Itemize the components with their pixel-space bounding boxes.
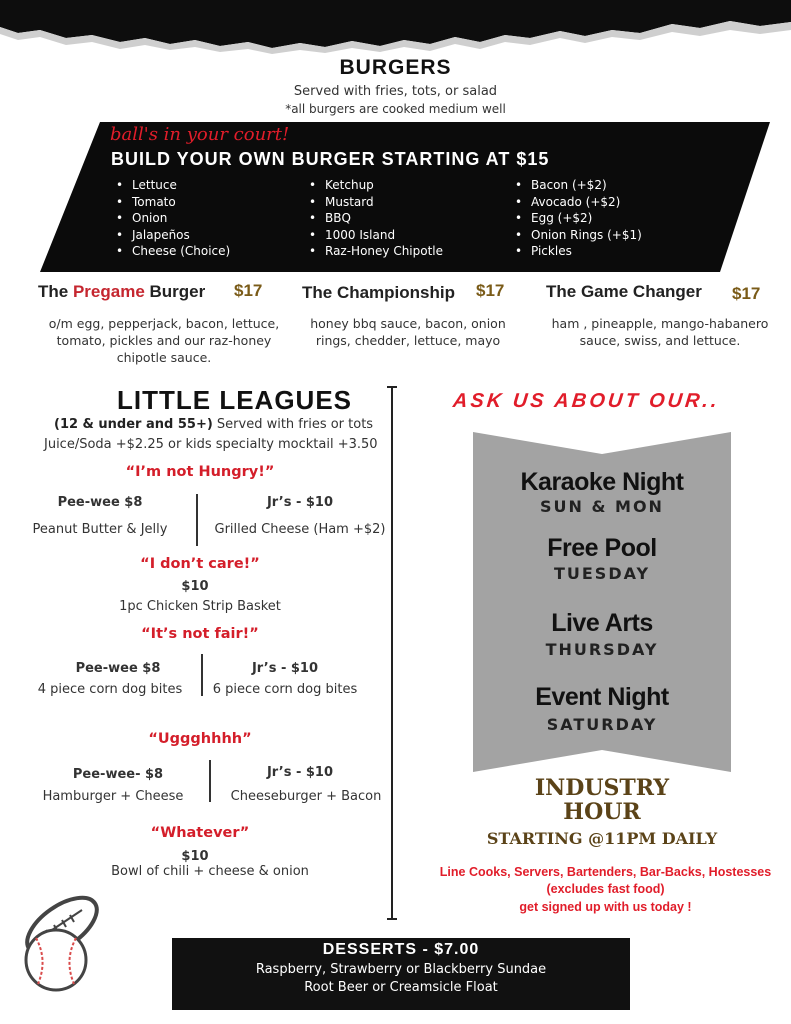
event-day: TUESDAY [553,564,651,583]
jrs-item: Grilled Cheese (Ham +$2) [214,522,386,537]
divider-cap [387,386,397,388]
championship-burger-name: The Championship [302,283,455,302]
section-price: $10 [181,579,209,594]
section-price: $10 [181,849,209,864]
name-part: Burger [144,282,206,301]
section-quote: “I’m not Hungry!” [125,464,275,480]
divider-cap [387,918,397,920]
little-leagues-drinks: Juice/Soda +$2.25 or kids specialty mocktail +3.50 [44,437,378,452]
name-part: The [38,282,73,301]
burgers-served-note: Served with fries, tots, or salad [293,84,498,99]
industry-exclusion: (excludes fast food) [546,882,665,896]
topping-item: • Cheese (Choice) [116,243,230,260]
pregame-burger-description: o/m egg, pepperjack, bacon, lettuce, tomato, pickles and our raz-honey chipotle sauce. [48,316,280,365]
torn-paper-header [0,0,791,60]
topping-item: • Bacon (+$2) [515,177,642,194]
topping-item: • Egg (+$2) [515,210,642,227]
build-your-own-title: BUILD YOUR OWN BURGER STARTING AT $15 [111,149,550,169]
section-quote: “I don’t care!” [140,556,260,572]
little-leagues-age-note [54,417,373,432]
sports-balls-graphic [16,886,100,996]
jrs-label: Jr’s - $10 [251,661,319,676]
burgers-cook-note: *all burgers are cooked medium well [285,102,506,116]
baseball-icon [26,930,86,990]
peewee-label: Pee-wee $8 [57,495,143,510]
toppings-column-1 [116,177,230,260]
topping-item: • BBQ [309,210,443,227]
name-highlight: Pregame [72,282,145,301]
section-quote: “Uggghhhh” [148,731,252,747]
game-changer-burger-description: ham , pineapple, mango-habanero sauce, swiss, and lettuce. [551,316,769,348]
game-changer-burger-price: $17 [732,284,761,303]
jrs-item: 6 piece corn dog bites [212,682,358,697]
column-divider [209,760,211,802]
section-quote: “Whatever” [150,825,250,841]
championship-burger-price: $17 [476,281,505,300]
ask-us-heading: ASK US ABOUT OUR.. [451,390,721,412]
pregame-burger-price: $17 [234,281,263,300]
topping-item: • Avocado (+$2) [515,194,642,211]
pregame-burger-name [38,282,205,302]
little-leagues-heading: LITTLE LEAGUES [117,385,352,415]
peewee-item: Hamburger + Cheese [42,789,184,804]
topping-item: • Lettuce [116,177,230,194]
topping-item: • Onion [116,210,230,227]
peewee-item: Peanut Butter & Jelly [32,522,168,537]
section-item: Bowl of chili + cheese & onion [111,864,309,879]
desserts-line-2: Root Beer or Creamsicle Float [304,980,498,995]
tagline: ball's in your court! [110,124,290,145]
event-day: SATURDAY [546,715,658,734]
event-name: Free Pool [547,534,657,562]
jrs-item: Cheeseburger + Bacon [230,789,382,804]
championship-burger-description: honey bbq sauce, bacon, onion rings, chedder, lettuce, mayo [310,316,506,348]
topping-item: • Jalapeños [116,227,230,244]
topping-item: • Onion Rings (+$1) [515,227,642,244]
jrs-label: Jr’s - $10 [266,495,334,510]
event-day: SUN & MON [540,497,664,516]
topping-item: • Pickles [515,243,642,260]
event-day: THURSDAY [545,640,659,659]
vertical-divider [391,387,393,919]
jrs-label: Jr’s - $10 [266,765,334,780]
event-name: Live Arts [551,609,653,637]
column-divider [196,494,198,546]
game-changer-burger-name: The Game Changer [546,282,702,301]
age-range: (12 & under and 55+) [54,417,213,432]
toppings-column-3 [515,177,642,260]
industry-cta: get signed up with us today ! [519,900,692,914]
topping-item: • Tomato [116,194,230,211]
topping-item: • 1000 Island [309,227,443,244]
section-quote: “It’s not fair!” [141,626,259,642]
desserts-title: DESSERTS - $7.00 [322,941,480,958]
peewee-label: Pee-wee- $8 [72,767,164,782]
industry-hour-time: STARTING @11PM DAILY [486,829,718,848]
topping-item: • Ketchup [309,177,443,194]
event-name: Event Night [535,683,669,711]
industry-hour-title-2: HOUR [563,799,641,825]
topping-item: • Mustard [309,194,443,211]
column-divider [201,654,203,696]
topping-item: • Raz-Honey Chipotle [309,243,443,260]
toppings-column-2 [309,177,443,260]
desserts-line-1: Raspberry, Strawberry or Blackberry Sundae [255,962,547,977]
peewee-label: Pee-wee $8 [75,661,161,676]
event-name: Karaoke Night [520,468,684,496]
burgers-heading: BURGERS [339,56,452,79]
age-note-rest: Served with fries or tots [212,417,374,432]
industry-roles: Line Cooks, Servers, Bartenders, Bar-Backs, Hostesses [439,865,772,879]
peewee-item: 4 piece corn dog bites [37,682,183,697]
section-item: 1pc Chicken Strip Basket [119,599,281,614]
industry-hour-title-1: INDUSTRY [534,775,670,801]
